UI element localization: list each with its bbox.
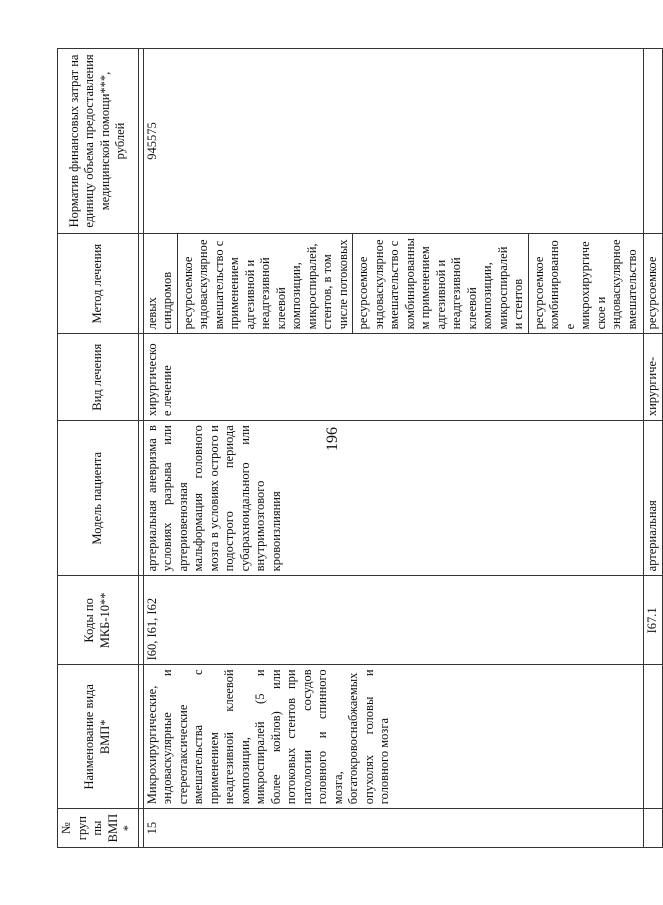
header-treatment-method: Метод лечения (58, 233, 139, 333)
page-number: 196 (324, 427, 341, 451)
cell-treatment-methods (143, 233, 644, 333)
header-treatment-type: Вид лечения (58, 334, 139, 421)
cell-icd-codes: I67.1 (644, 576, 663, 665)
cell-group-no: 15 (143, 809, 644, 848)
cell-treatment-method: ресурсоемкое (644, 233, 663, 333)
method-item: ресурсоемкое комбинированное микрохирургическое и эндоваскулярное вмешательство (531, 239, 639, 330)
table-row (644, 49, 663, 848)
table-row (143, 49, 644, 848)
header-row (58, 49, 139, 848)
cell-vmp-name: Микрохирургические, эндоваскулярные и стереотаксические вмешательства с применением неадгезивной клеевой композиции, микроспиралей (5 и более койлов) или потоковых стентов при патологии сосудов головного и спинного мозга, богатокровоснабжаемых опухолях головы и головного мозга (143, 665, 644, 809)
header-group-no: № группы ВМП* (58, 809, 139, 848)
cell-cost-standard (644, 49, 663, 234)
cell-treatment-type: хирургиче- (644, 334, 663, 421)
cell-cost-standard: 945575 (143, 49, 644, 234)
cell-treatment-type: хирургическое лечение (143, 334, 644, 421)
vmp-table (57, 48, 663, 848)
method-item: ресурсоемкое эндоваскулярное вмешательство с комбинированным применением адгезивной и неадгезивной клеевой композиции, микроспиралей и стентов (355, 234, 529, 333)
header-icd-codes: Коды по МКБ-10** (58, 576, 139, 665)
header-vmp-name: Наименование вида ВМП* (58, 665, 139, 809)
cell-patient-model: артериальная аневризма в условиях разрыва или артериовенозная мальформация головного мозга в условиях острого и подострого периода субарахноидального или внутримозгового кровоизлияния (143, 421, 644, 576)
cell-vmp-name (644, 665, 663, 809)
method-prev: левых синдромов (144, 234, 178, 333)
cell-patient-model: артериальная (644, 421, 663, 576)
header-patient-model: Модель пациента (58, 421, 139, 576)
header-cost-standard: Норматив финансовых затрат на единицу объема предоставления медицинской помощи***, рублей (58, 49, 139, 234)
cell-group-no (644, 809, 663, 848)
rotated-table-wrapper (57, 48, 659, 848)
method-item: ресурсоемкое эндоваскулярное вмешательство с применением адгезивной и неадгезивной клеевой композиции, микроспиралей, стентов, в том числе потоковых (180, 234, 354, 333)
cell-icd-codes: I60, I61, I62 (143, 576, 644, 665)
